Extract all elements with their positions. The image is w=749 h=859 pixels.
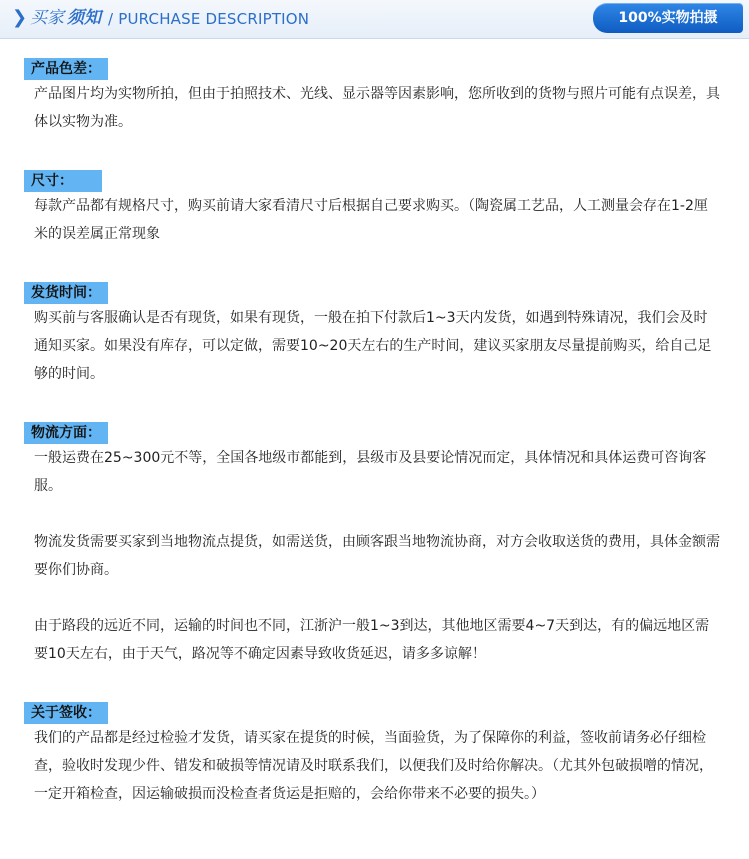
header-title-english: / PURCHASE DESCRIPTION <box>108 10 310 28</box>
section-paragraph: 物流发货需要买家到当地物流点提货，如需送货，由顾客跟当地物流协商，对方会收取送货的费用，具体金额需要你们协商。 <box>34 534 720 578</box>
section-shipping-time <box>24 282 724 388</box>
section-receipt <box>24 702 724 808</box>
section-color-difference <box>24 58 724 136</box>
section-label: 尺寸： <box>24 170 102 192</box>
chevron-right-icon: ❯ <box>12 7 28 28</box>
section-size <box>24 170 724 248</box>
section-paragraph: 产品图片均为实物所拍，但由于拍照技术、光线、显示器等因素影响，您所收到的货物与照片可能有点误差，具体以实物为准。 <box>34 86 720 130</box>
header-title-notice: 须知 <box>67 8 101 28</box>
section-paragraph: 我们的产品都是经过检验才发货，请买家在提货的时候，当面验货，为了保障你的利益，签收前请务必仔细检查，验收时发现少件、错发和破损等情况请及时联系我们，以便我们及时给你解决。（尤其外包破损噌的情况，一定开箱检查，因运输破损而没检查者货运是拒赔的，会给你带来不必要的损失。） <box>34 730 713 802</box>
section-paragraph: 每款产品都有规格尺寸，购买前请大家看清尺寸后根据自己要求购买。（陶瓷属工艺品，人工测量会存在1-2厘米的误差属正常现象 <box>34 198 708 242</box>
page-header <box>0 0 749 39</box>
section-label: 发货时间： <box>24 282 108 304</box>
section-paragraph: 购买前与客服确认是否有现货，如果有现货，一般在拍下付款后1~3天内发货，如遇到特殊请况，我们会及时通知买家。如果没有库存，可以定做，需要10~20天左右的生产时间，建议买家朋友尽量提前购买，给自己足够的时间。 <box>34 310 712 382</box>
real-photo-badge: 100%实物拍摄 <box>593 3 743 33</box>
section-paragraph: 一般运费在25~300元不等，全国各地级市都能到，县级市及县要论情况而定，具体情况和具体运费可咨询客服。 <box>34 450 707 494</box>
section-logistics <box>24 422 724 668</box>
section-paragraph: 由于路段的远近不同，运输的时间也不同，江浙沪一般1~3到达，其他地区需要4~7天到达，有的偏远地区需要10天左右，由于天气，路况等不确定因素导致收货延迟，请多多谅解！ <box>34 618 710 662</box>
section-label: 物流方面： <box>24 422 108 444</box>
section-label: 关于签收： <box>24 702 108 724</box>
section-label: 产品色差： <box>24 58 108 80</box>
header-title-buyer: 买家 <box>30 8 64 28</box>
